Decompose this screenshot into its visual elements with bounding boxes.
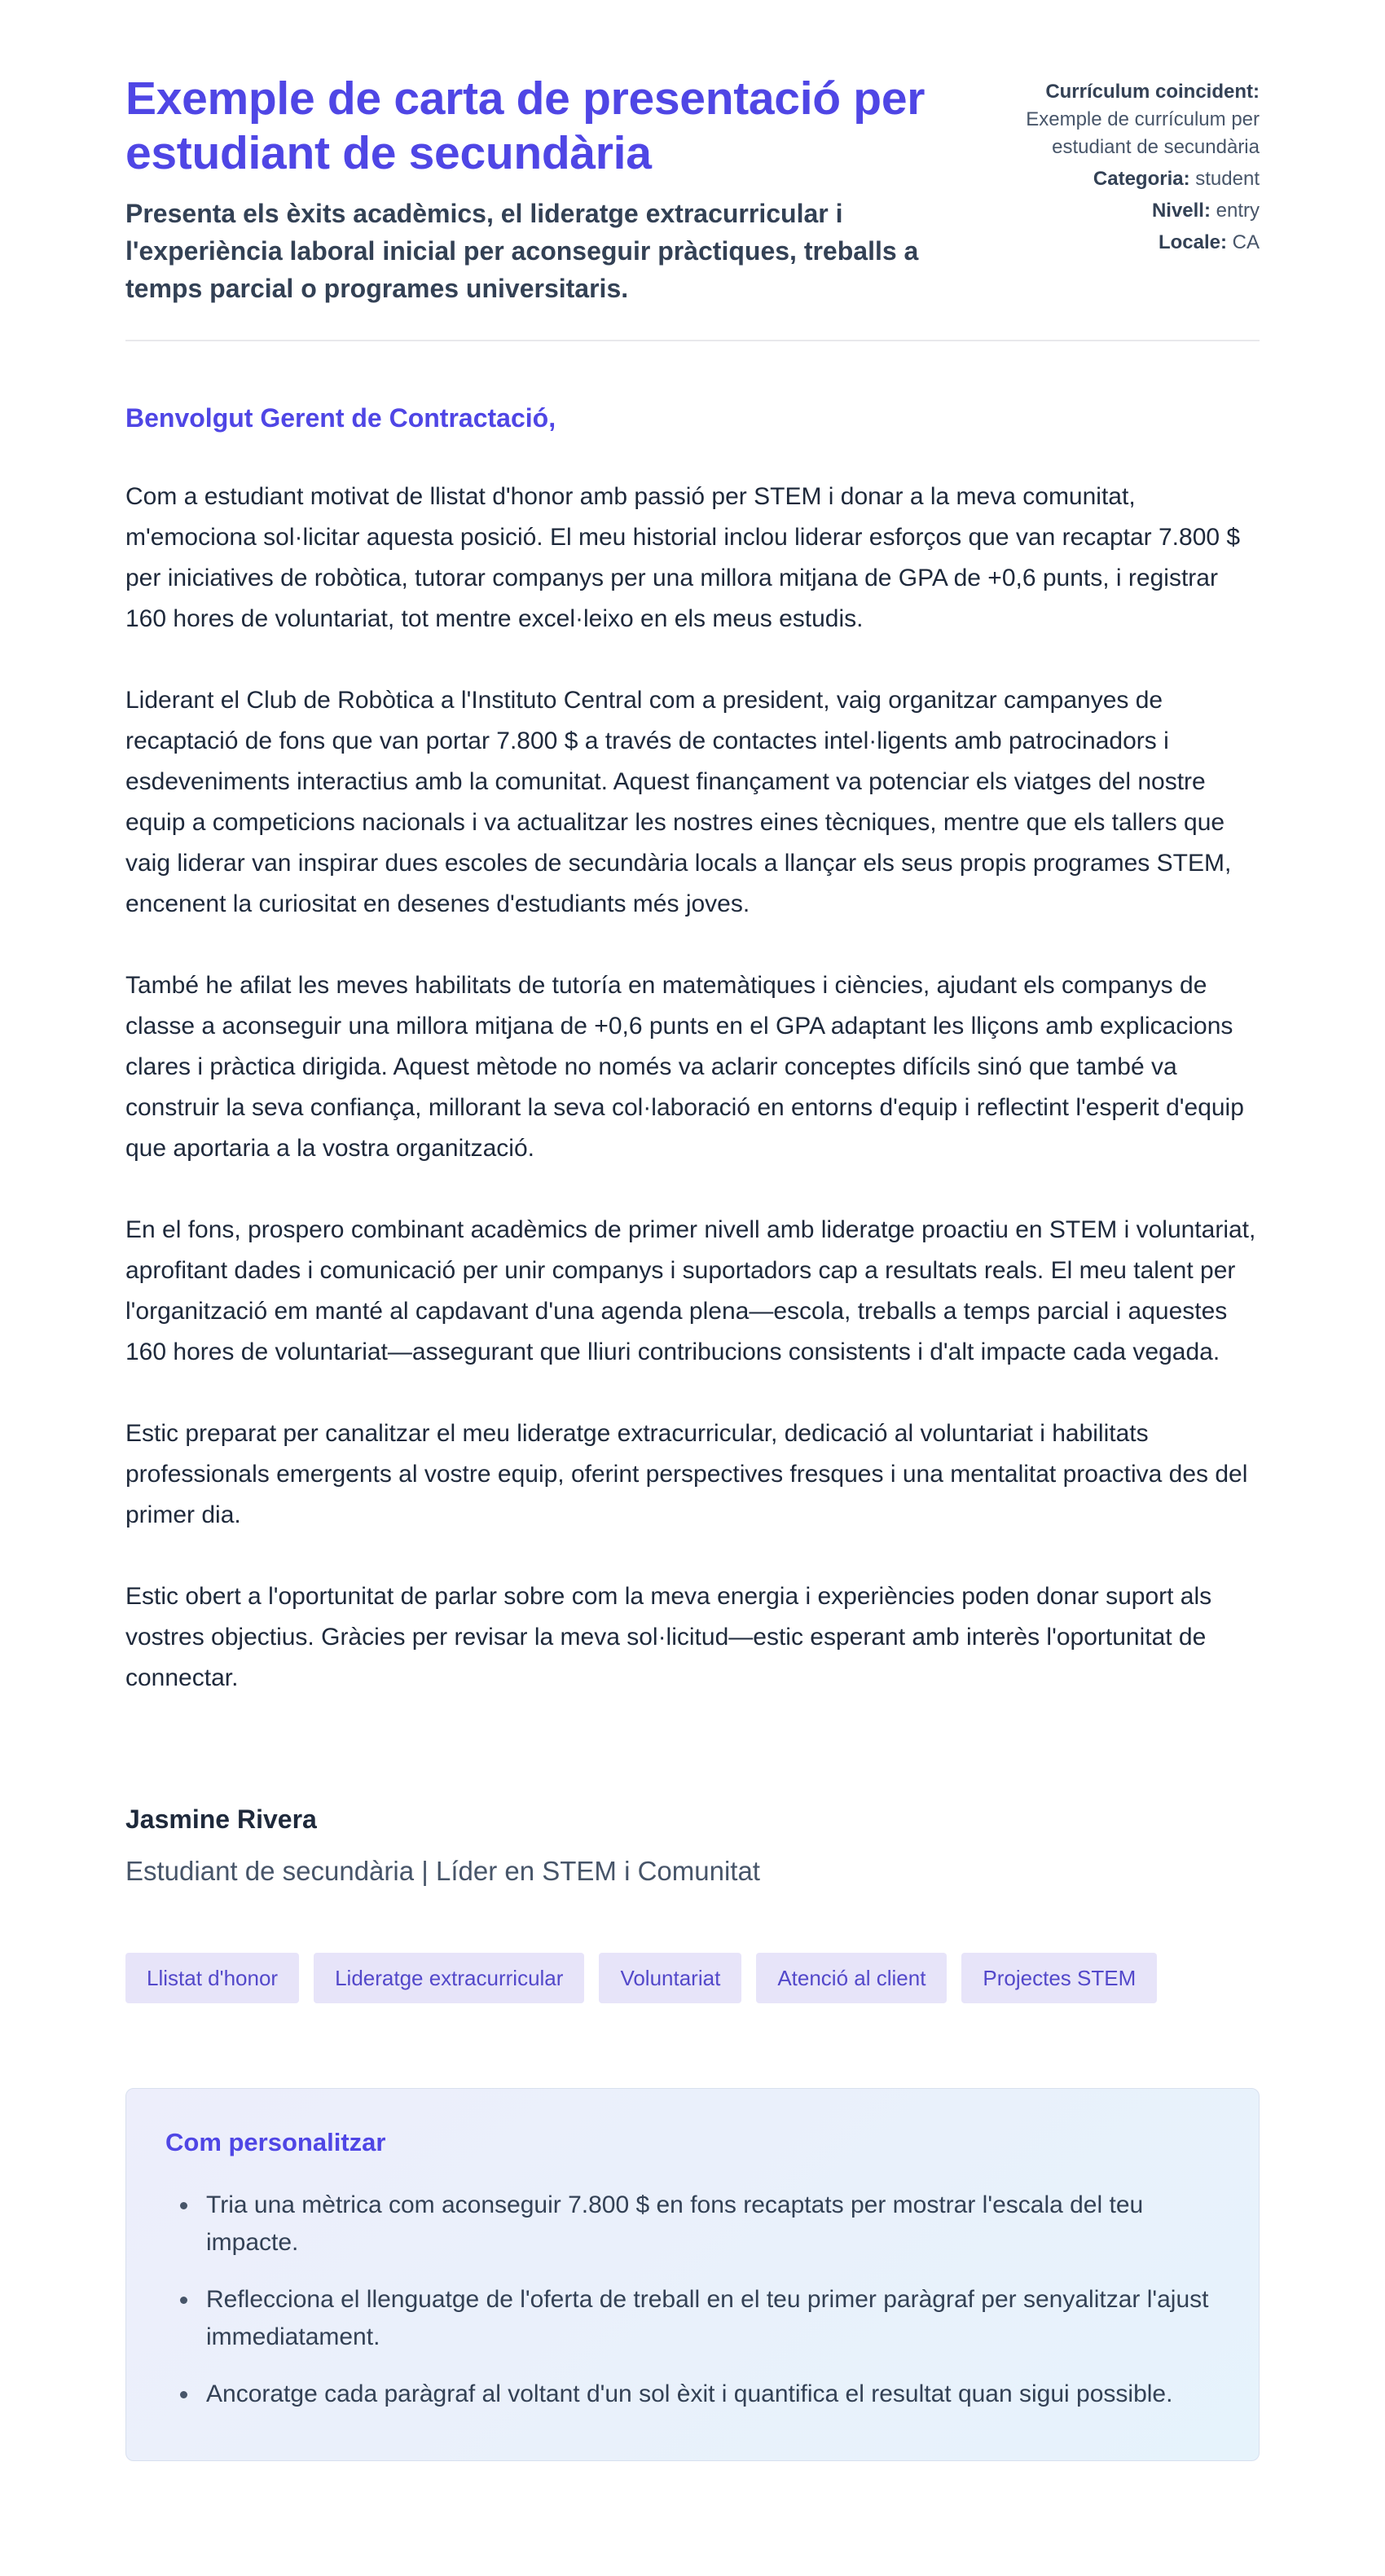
article-page bbox=[125, 0, 1260, 2461]
signature-name: Jasmine Rivera bbox=[125, 1804, 317, 1834]
header-titles bbox=[125, 72, 999, 307]
meta-matching-resume-label: Currículum coincident: bbox=[1045, 81, 1260, 103]
meta-level bbox=[999, 197, 1260, 225]
page-title: Exemple de carta de presentació per estudiant de secundària bbox=[125, 73, 926, 180]
tip-item: • Tria una mètrica com aconseguir 7.800 $ en fons recaptats per mostrar l'escala del teu impacte. bbox=[200, 2187, 1220, 2262]
letter-greeting: Benvolgut Gerent de Contractació, bbox=[125, 402, 556, 433]
tip-item: • Ancoratge cada paràgraf al voltant d'un sol èxit i quantifica el resultat quan sigui possible. bbox=[200, 2376, 1220, 2413]
skill-tag: Voluntariat bbox=[599, 1953, 741, 2003]
letter-paragraph: Estic obert a l'oportunitat de parlar sobre com la meva energia i experiències poden donar suport als vostres objectius. Gràcies per revisar la meva sol·licitud—estic esperant amb interès l'oportunitat de connectar. bbox=[125, 1582, 1212, 1691]
letter-paragraph: En el fons, prospero combinant acadèmics de primer nivell amb lideratge proactiu en STEM i voluntariat, aprofitant dades i comunicació per unir companys i suportadors cap a resultats reals. El meu talent per l'organització em manté al capdavant d'una agenda plena—escola, treballs a temps parcial i aquestes 160 hores de voluntariat—assegurant que lliuri contribucions consistents i d'alt impacte cada vegada. bbox=[125, 1215, 1256, 1365]
meta-category bbox=[999, 165, 1260, 193]
meta-matching-resume-value: Exemple de currículum per estudiant de secundària bbox=[1026, 108, 1260, 158]
meta-level-value: entry bbox=[1216, 200, 1260, 222]
letter-paragraph: Estic preparat per canalitzar el meu lideratge extracurricular, dedicació al voluntariat i habilitats professionals emergents al vostre equip, oferint perspectives fresques i una mentalitat proactiva des del primer dia. bbox=[125, 1419, 1248, 1528]
skill-tag: Atenció al client bbox=[756, 1953, 947, 2003]
skill-tag: Projectes STEM bbox=[961, 1953, 1157, 2003]
header bbox=[125, 72, 1260, 307]
meta-level-label: Nivell: bbox=[1151, 200, 1211, 222]
tip-item: • Reflecciona el llenguatge de l'oferta de treball en el teu primer paràgraf per senyalitzar l'ajust immediatament. bbox=[200, 2281, 1220, 2356]
skill-tag: Lideratge extracurricular bbox=[314, 1953, 584, 2003]
header-divider bbox=[125, 340, 1260, 341]
meta-locale-label: Locale: bbox=[1158, 231, 1227, 253]
letter-paragraph: Liderant el Club de Robòtica a l'Instituto Central com a president, vaig organitzar campanyes de recaptació de fons que van portar 7.800 $ a través de contactes intel·ligents amb patrocinadors i esdeveniments interactius amb la comunitat. Aquest finançament va potenciar els viatges del nostre equip a competicions nacionals i va actualitzar les nostres eines tècniques, mentre que els tallers que vaig liderar van inspirar dues escoles de secundària locals a llançar els seus propis programes STEM, encenent la curiositat en desenes d'estudiants més joves. bbox=[125, 686, 1232, 917]
meta-category-value: student bbox=[1195, 168, 1260, 190]
customization-tips-box bbox=[125, 2088, 1260, 2461]
meta-category-label: Categoria: bbox=[1093, 168, 1190, 190]
signature-role: Estudiant de secundària | Líder en STEM i Comunitat bbox=[125, 1855, 760, 1886]
tips-list bbox=[165, 2187, 1220, 2413]
page-subtitle: Presenta els èxits acadèmics, el lideratge extracurricular i l'experiència laboral inicial per aconseguir pràctiques, treballs a temps parcial o programes universitaris. bbox=[125, 198, 919, 303]
meta-locale bbox=[999, 229, 1260, 257]
letter-paragraph: També he afilat les meves habilitats de tutoría en matemàtiques i ciències, ajudant els companys de classe a aconseguir una millora mitjana de +0,6 punts en el GPA adaptant les lliçons amb explicacions clares i pràctica dirigida. Aquest mètode no només va aclarir conceptes difícils sinó que també va construir la seva confiança, millorant la seva col·laboració en entorns d'equip i reflectint l'esperit d'equip que aportaria a la vostra organització. bbox=[125, 971, 1244, 1162]
meta-matching-resume bbox=[999, 78, 1260, 161]
meta-locale-value: CA bbox=[1232, 231, 1260, 253]
tips-title: Com personalitzar bbox=[165, 2127, 386, 2156]
skill-tag: Llistat d'honor bbox=[125, 1953, 299, 2003]
cover-letter-body bbox=[125, 400, 1260, 1889]
letter-paragraph: Com a estudiant motivat de llistat d'honor amb passió per STEM i donar a la meva comunitat, m'emociona sol·licitar aquesta posició. El meu historial inclou liderar esforços que van recaptar 7.800 $ per iniciatives de robòtica, tutorar companys per una millora mitjana de GPA de +0,6 punts, i registrar 160 hores de voluntariat, tot mentre excel·leixo en els meus estudis. bbox=[125, 482, 1241, 632]
skill-tags bbox=[125, 1953, 1260, 2003]
meta-panel bbox=[999, 72, 1260, 261]
